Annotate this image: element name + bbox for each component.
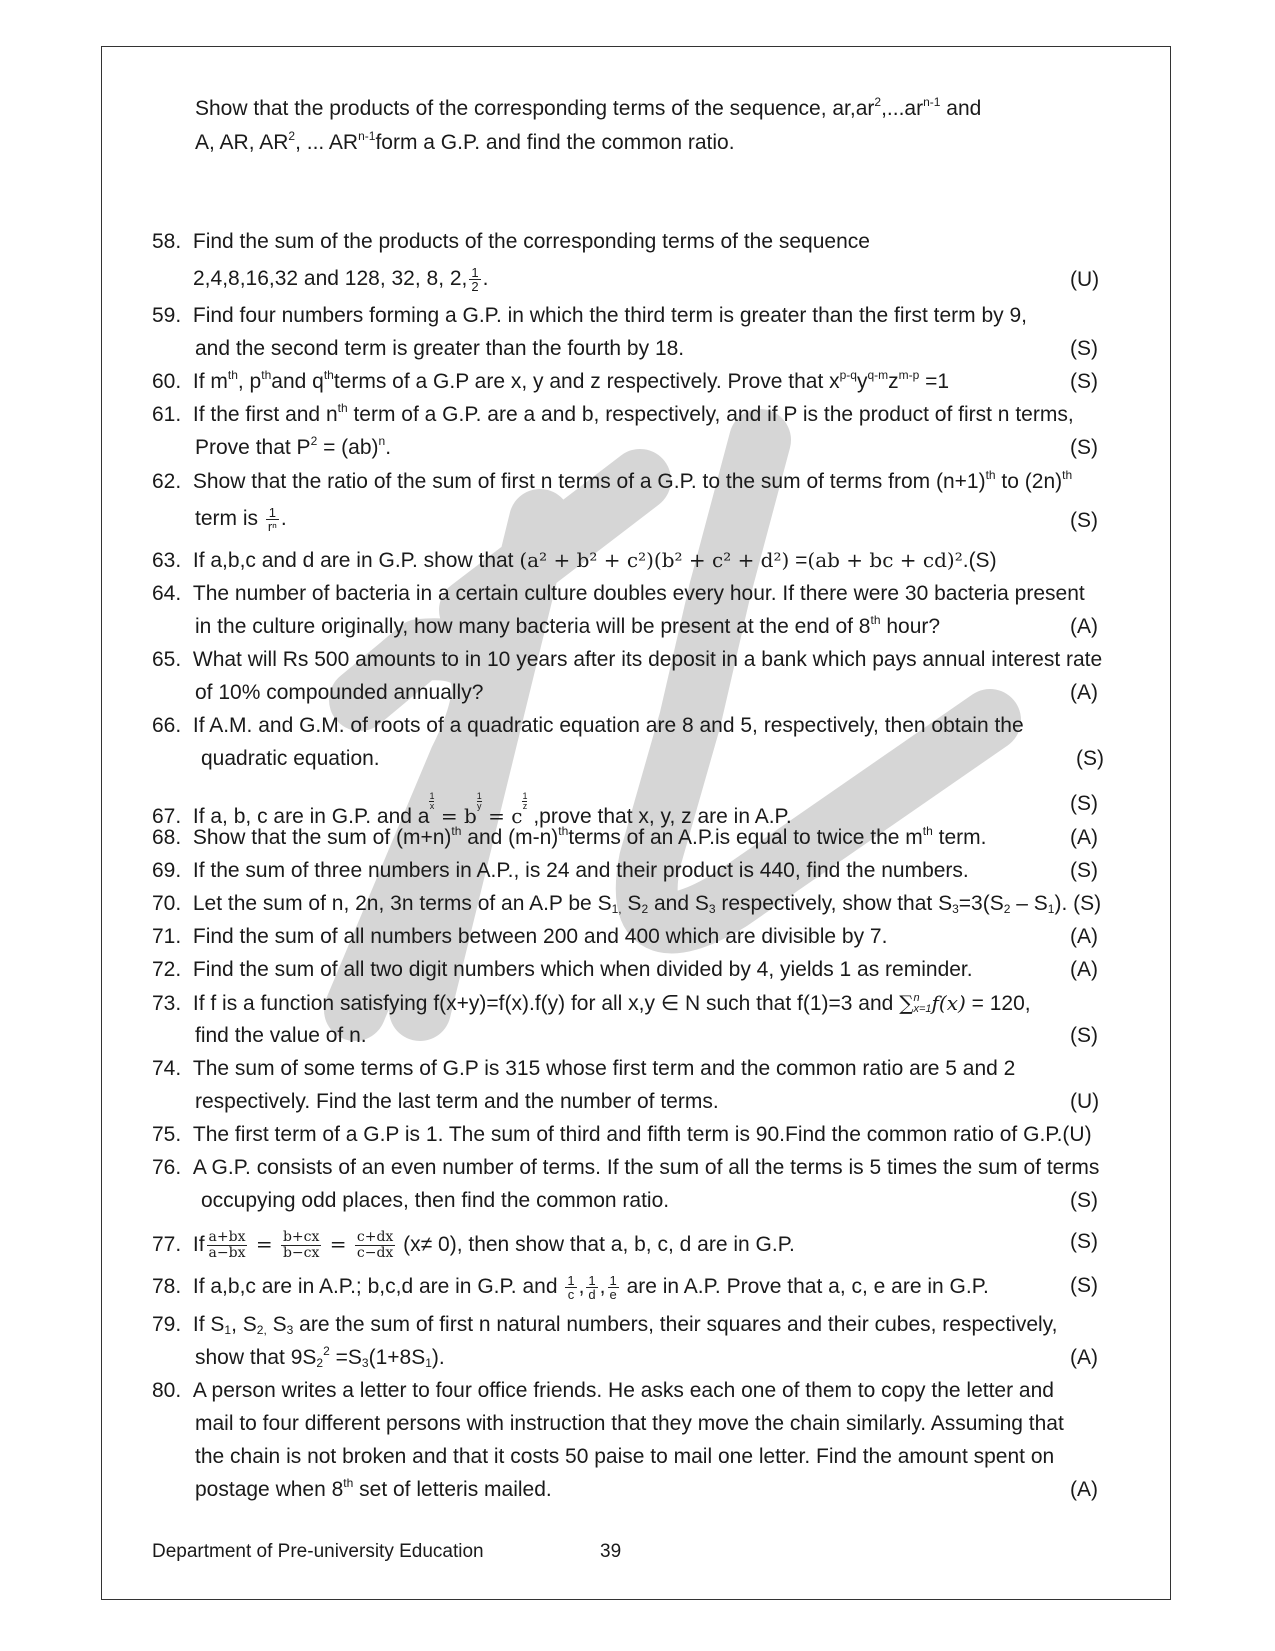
question-73-cont: find the value of n. xyxy=(195,1024,367,1047)
mark-76: (S) xyxy=(1070,1189,1098,1212)
question-76: 76. A G.P. consists of an even number of terms. If the sum of all the terms is 5 times the sum of terms xyxy=(152,1156,1100,1179)
question-66-cont: quadratic equation. xyxy=(201,747,380,770)
mark-60: (S) xyxy=(1070,370,1098,393)
question-78: 78. If a,b,c are in A.P.; b,c,d are in G.P. and $\frac{1}{c}$ , $\frac{1}{d}$ , $\frac{1}{e}$ are in A.P. Prove that a, c, e are in G.P. xyxy=(152,1273,989,1302)
mark-73: (S) xyxy=(1070,1024,1098,1047)
question-63: 63. If a,b,c and d are in G.P. show that (a² + b² + c²)(b² + c² + d²) =(ab + bc + cd)².(S) xyxy=(152,548,997,572)
mark-74: (U) xyxy=(1070,1090,1100,1113)
question-77: 77. If $\frac{a+bx}{a-bx}$ = $\frac{b+cx}{b-cx}$ = $\frac{c+dx}{c-dx}$ (x≠ 0), then show that a, b, c, d are in G.P. xyxy=(152,1229,795,1261)
mark-78: (S) xyxy=(1070,1274,1098,1297)
mark-59: (S) xyxy=(1070,337,1098,360)
question-61-cont: Prove that $P^2 = (ab)^n$. xyxy=(195,434,392,459)
mark-62: (S) xyxy=(1070,509,1098,532)
mark-69: (S) xyxy=(1070,859,1098,882)
question-60: 60. If $m^{th}$, $p^{th}and$ $q^{th}terms$ of a G.P are x, y and z respectively. Prove that $x^{p-q}y^{q-m}z^{m-p} =1$ xyxy=(152,368,950,393)
question-73: 73. If f is a function satisfying f(x+y)=f(x).f(y) for all x,y ∈ N such that f(1)=3 and ∑ n x=1 f(x) = 120, xyxy=(152,991,1031,1016)
intro-line-1: Show that the products of the corresponding terms of the sequence, $ar,ar^2,...ar^{n-1}$ and xyxy=(195,95,982,120)
question-71: 71. Find the sum of all numbers between 200 and 400 which are divisible by 7. xyxy=(152,925,888,948)
question-72: 72. Find the sum of all two digit numbers which when divided by 4, yields 1 as reminder. xyxy=(152,958,973,981)
question-68: 68. Show that the sum of $(m+n)^{th}$ and $(m-n)^{th}terms$ of an A.P.is equal to twice the $m^{th}$ term. xyxy=(152,824,987,849)
question-61: 61. If the first and $n^{th}$ term of a G.P. are a and b, respectively, and if P is the product of first n terms, xyxy=(152,401,1074,426)
question-64-cont: in the culture originally, how many bacteria will be present at the end of 8th hour? xyxy=(195,613,941,638)
mark-72: (A) xyxy=(1070,958,1098,981)
mark-77: (S) xyxy=(1070,1230,1098,1253)
question-62: 62. Show that the ratio of the sum of first n terms of a G.P. to the sum of terms from $(n+1)^{th}$ to $(2n)^{th}$ xyxy=(152,468,1073,493)
question-66: 66. If A.M. and G.M. of roots of a quadratic equation are 8 and 5, respectively, then obtain the xyxy=(152,714,1024,737)
mark-66: (S) xyxy=(1076,747,1104,770)
mark-68: (A) xyxy=(1070,826,1098,849)
intro-line-2: A, AR, $AR^2$, ... AR$^{n-1}$form a G.P. and find the common ratio. xyxy=(195,129,735,154)
question-79: 79. If $S_1$, $S_{2,}$ $S_3$ are the sum of first n natural numbers, their squares and their cubes, respectively, xyxy=(152,1313,1058,1337)
question-62-cont: term is $\frac{1}{\text{rⁿ}}$ . xyxy=(195,505,287,534)
mark-67: (S) xyxy=(1070,792,1098,815)
mark-64: (A) xyxy=(1070,615,1098,638)
question-58-cont: 2,4,8,16,32 and 128, 32, 8, 2, $\frac{1}{2}$ . xyxy=(193,265,489,294)
question-69: 69. If the sum of three numbers in A.P., is 24 and their product is 440, find the numbers. xyxy=(152,859,969,882)
question-65: 65. What will Rs 500 amounts to in 10 years after its deposit in a bank which pays annual interest rate xyxy=(152,648,1103,671)
mark-65: (A) xyxy=(1070,681,1098,704)
footer-department: Department of Pre-university Education xyxy=(152,1541,484,1562)
question-74: 74. The sum of some terms of G.P is 315 whose first term and the common ratio are 5 and 2 xyxy=(152,1057,1016,1080)
question-74-cont: respectively. Find the last term and the number of terms. xyxy=(195,1090,719,1113)
question-76-cont: occupying odd places, then find the common ratio. xyxy=(201,1189,670,1212)
mark-71: (A) xyxy=(1070,925,1098,948)
question-80: 80. A person writes a letter to four office friends. He asks each one of them to copy the letter and xyxy=(152,1379,1054,1402)
mark-79: (A) xyxy=(1070,1346,1098,1369)
question-65-cont: of 10% compounded annually? xyxy=(195,681,484,704)
question-67: 67. If a, b, c are in G.P. and a $\frac{1}{x}$ = b $\frac{1}{y}$ = c $\frac{1}{z}$ ,prove that x, y, z are in A.P. xyxy=(152,791,792,828)
question-80-cont-2: the chain is not broken and that it costs 50 paise to mail one letter. Find the amount spent on xyxy=(195,1445,1055,1468)
question-75: 75. The first term of a G.P is 1. The sum of third and fifth term is 90.Find the common ratio of G.P.(U) xyxy=(152,1123,1092,1146)
mark-80: (A) xyxy=(1070,1478,1098,1501)
question-79-cont: show that $9S_2^2 =S_3(1+8S_1)$. xyxy=(195,1344,445,1370)
question-80-cont-1: mail to four different persons with instruction that they move the chain similarly. Assuming that xyxy=(195,1412,1064,1435)
mark-58: (U) xyxy=(1070,268,1100,291)
question-70: 70. Let the sum of n, 2n, 3n terms of an A.P be $S_{1,}$ $S_2$ and $S_3$ respectively, show that $S_3=3(S_2 - S_1)$. (S) xyxy=(152,892,1102,916)
fraction-one-half: $\frac{1}{2}$ xyxy=(471,265,479,294)
mark-61: (S) xyxy=(1070,436,1098,459)
page-number: 39 xyxy=(600,1541,622,1562)
question-58: 58. Find the sum of the products of the corresponding terms of the sequence xyxy=(152,230,870,253)
fraction-one-over-r-n: $\frac{1}{\text{rⁿ}}$ xyxy=(267,505,277,534)
question-64: 64. The number of bacteria in a certain culture doubles every hour. If there were 30 bacteria present xyxy=(152,582,1085,605)
question-59-cont: and the second term is greater than the fourth by 18. xyxy=(195,337,685,360)
question-59: 59. Find four numbers forming a G.P. in which the third term is greater than the first term by 9, xyxy=(152,304,1028,327)
question-80-cont-3: postage when 8th set of letteris mailed. xyxy=(195,1476,552,1501)
